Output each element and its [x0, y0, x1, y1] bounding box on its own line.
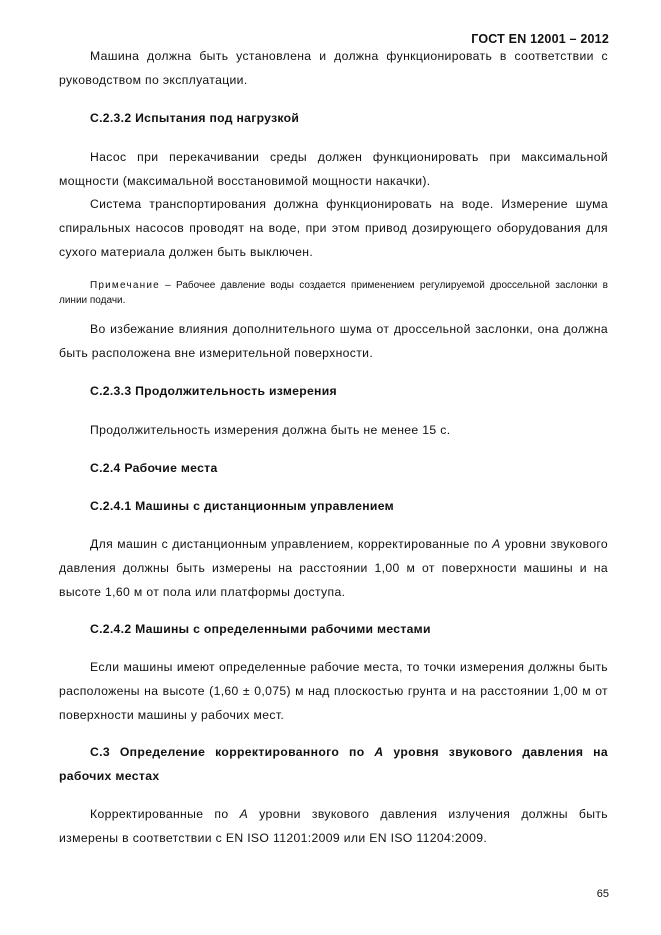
- text-run: Корректированные по: [90, 807, 240, 821]
- section-heading: С.2.4 Рабочие места: [90, 461, 218, 475]
- text-run: уровни звукового давления излучения должны быть измерены в соответствии с EN ISO 11201:2009 или EN ISO 11204:2009.: [59, 807, 608, 845]
- section-heading: [59, 741, 608, 789]
- section-heading: С.2.4.1 Машины с дистанционным управлением: [90, 499, 394, 513]
- italic-symbol: А: [239, 807, 249, 821]
- section-heading: С.2.4.2 Машины с определенными рабочими местами: [90, 622, 431, 636]
- page-number: 65: [596, 888, 609, 900]
- document-header: ГОСТ EN 12001 – 2012: [471, 32, 609, 46]
- note: [59, 279, 608, 308]
- paragraph: Машина должна быть установлена и должна функционировать в соответствии с руководством по эксплуатации.: [59, 49, 608, 87]
- italic-symbol: А: [492, 537, 501, 551]
- paragraph: Система транспортирования должна функционировать на воде. Измерение шума спиральных насосов проводят на воде, при этом привод дозирующего оборудования для сухого материала должен быть выключен.: [59, 197, 608, 259]
- note-text: – Рабочее давление воды создается применением регулируемой дроссельной заслонки в линии подачи.: [59, 280, 608, 306]
- text-run: Для машин с дистанционным управлением, корректированные по: [90, 537, 493, 551]
- text-run: уровни звукового давления должны быть измерены на расстоянии 1,00 м от поверхности машины и на высоте 1,60 м от пола или платформы доступа.: [59, 537, 608, 599]
- section-heading: С.2.3.3 Продолжительность измерения: [90, 384, 337, 398]
- italic-symbol: А: [374, 745, 384, 759]
- section-heading: С.2.3.2 Испытания под нагрузкой: [90, 111, 300, 125]
- paragraph: Насос при перекачивании среды должен функционировать при максимальной мощности (максимальной восстановимой мощности накачки).: [59, 150, 608, 188]
- note-label: Примечание: [90, 280, 160, 291]
- paragraph: [59, 533, 608, 604]
- paragraph: [59, 803, 608, 851]
- text-run: уровня звукового давления на рабочих местах: [59, 745, 608, 783]
- text-run: С.3 Определение корректированного по: [90, 745, 375, 759]
- paragraph: Если машины имеют определенные рабочие места, то точки измерения должны быть расположены на высоте (1,60 ± 0,075) м над плоскостью грунта и на расстоянии 1,00 м от поверхности машины у рабочих мест.: [59, 660, 608, 722]
- paragraph: Во избежание влияния дополнительного шума от дроссельной заслонки, она должна быть расположена вне измерительной поверхности.: [59, 322, 608, 360]
- paragraph: Продолжительность измерения должна быть не менее 15 с.: [90, 423, 451, 437]
